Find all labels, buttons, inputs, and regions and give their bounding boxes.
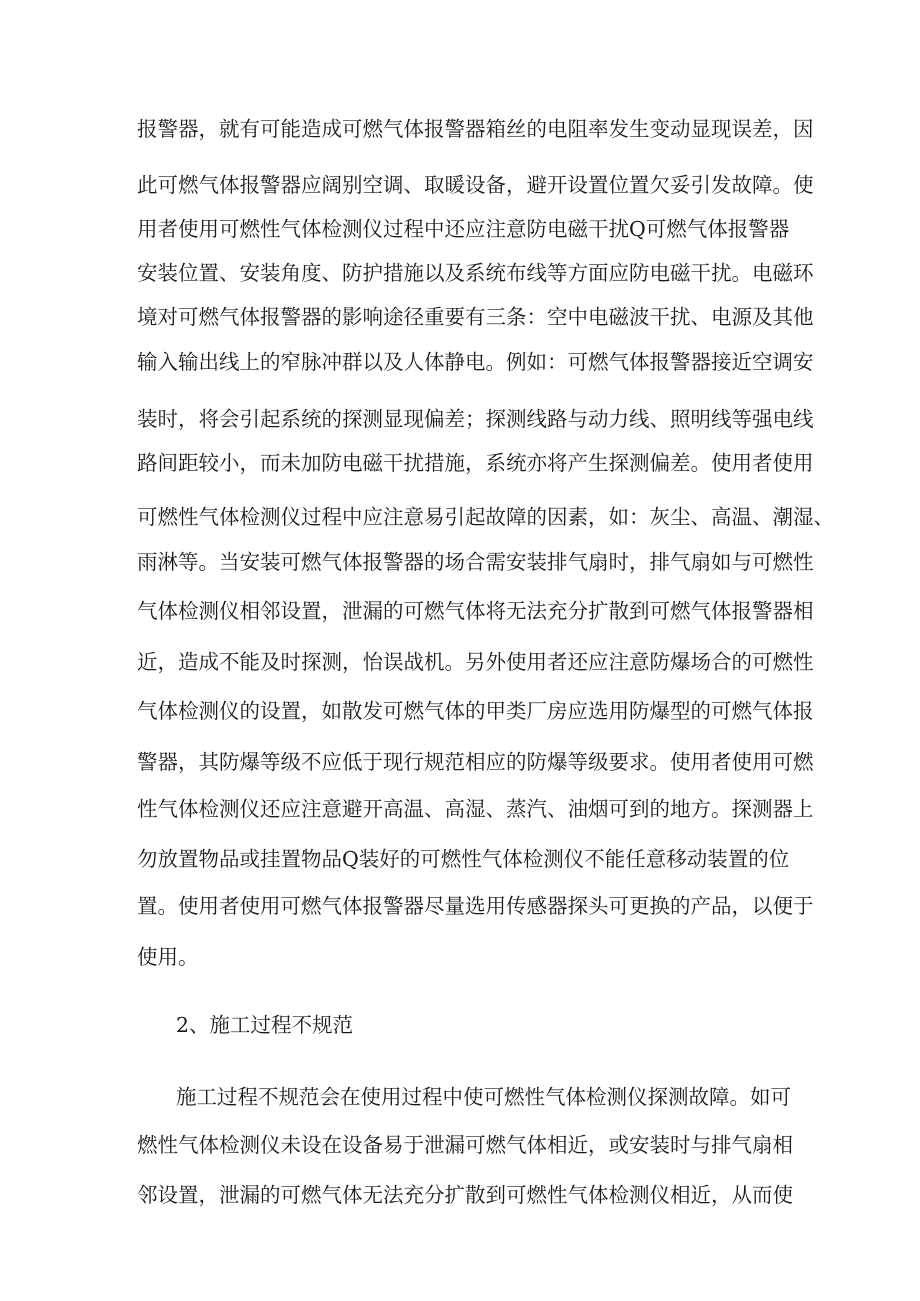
paragraph-line: 气体检测仪的设置，如散发可燃气体的甲类厂房应选用防爆型的可燃气体报 [137,699,814,723]
paragraph-line: 邻设置，泄漏的可燃气体无法充分扩散到可燃性气体检测仪相近，从而使 [137,1183,793,1207]
paragraph-line: 置。使用者使用可燃气体报警器尽量选用传感器探头可更换的产品，以便于 [137,894,814,918]
paragraph-line: 装时，将会引起系统的探测显现偏差；探测线路与动力线、照明线等强电线 [137,407,814,431]
paragraph-line: 雨淋等。当安装可燃气体报警器的场合需安装排气扇时，排气扇如与可燃性 [137,550,814,574]
paragraph-line: 输入输出线上的窄脉冲群以及人体静电。例如：可燃气体报警器接近空调安 [137,350,814,374]
paragraph-line: 燃性气体检测仪未设在设备易于泄漏可燃气体相近，或安装时与排气扇相 [137,1133,793,1157]
paragraph-line: 可燃性气体检测仪过程中应注意易引起故障的因素，如：灰尘、高温、潮湿、 [137,505,834,529]
paragraph-line: 施工过程不规范会在使用过程中使可燃性气体检测仪探测故障。如可 [176,1085,791,1109]
paragraph-line: 勿放置物品或挂置物品Q装好的可燃性气体检测仪不能任意移动装置的位 [137,847,790,871]
paragraph-line: 用者使用可燃性气体检测仪过程中还应注意防电磁干扰Q可燃气体报警器 [137,217,790,241]
paragraph-line: 此可燃气体报警器应阔别空调、取暖设备，避开设置位置欠妥引发故障。使 [137,173,814,197]
section-heading: 2、施工过程不规范 [176,1013,354,1037]
paragraph-line: 安装位置、安装角度、防护措施以及系统布线等方面应防电磁干扰。电磁环 [137,261,814,285]
paragraph-line: 使用。 [137,945,199,969]
paragraph-line: 气体检测仪相邻设置，泄漏的可燃气体将无法充分扩散到可燃气体报警器相 [137,599,814,623]
paragraph-line: 境对可燃气体报警器的影响途径重要有三条：空中电磁波干扰、电源及其他 [137,305,814,329]
paragraph-line: 近，造成不能及时探测，怡误战机。另外使用者还应注意防爆场合的可燃性 [137,650,814,674]
paragraph-line: 路间距较小，而未加防电磁干扰措施，系统亦将产生探测偏差。使用者使用 [137,451,814,475]
paragraph-line: 警器，其防爆等级不应低于现行规范相应的防爆等级要求。使用者使用可燃 [137,750,814,774]
paragraph-line: 报警器，就有可能造成可燃气体报警器箱丝的电阻率发生变动显现误差，因 [137,117,814,141]
paragraph-line: 性气体检测仪还应注意避开高温、高湿、蒸汽、油烟可到的地方。探测器上 [137,797,814,821]
